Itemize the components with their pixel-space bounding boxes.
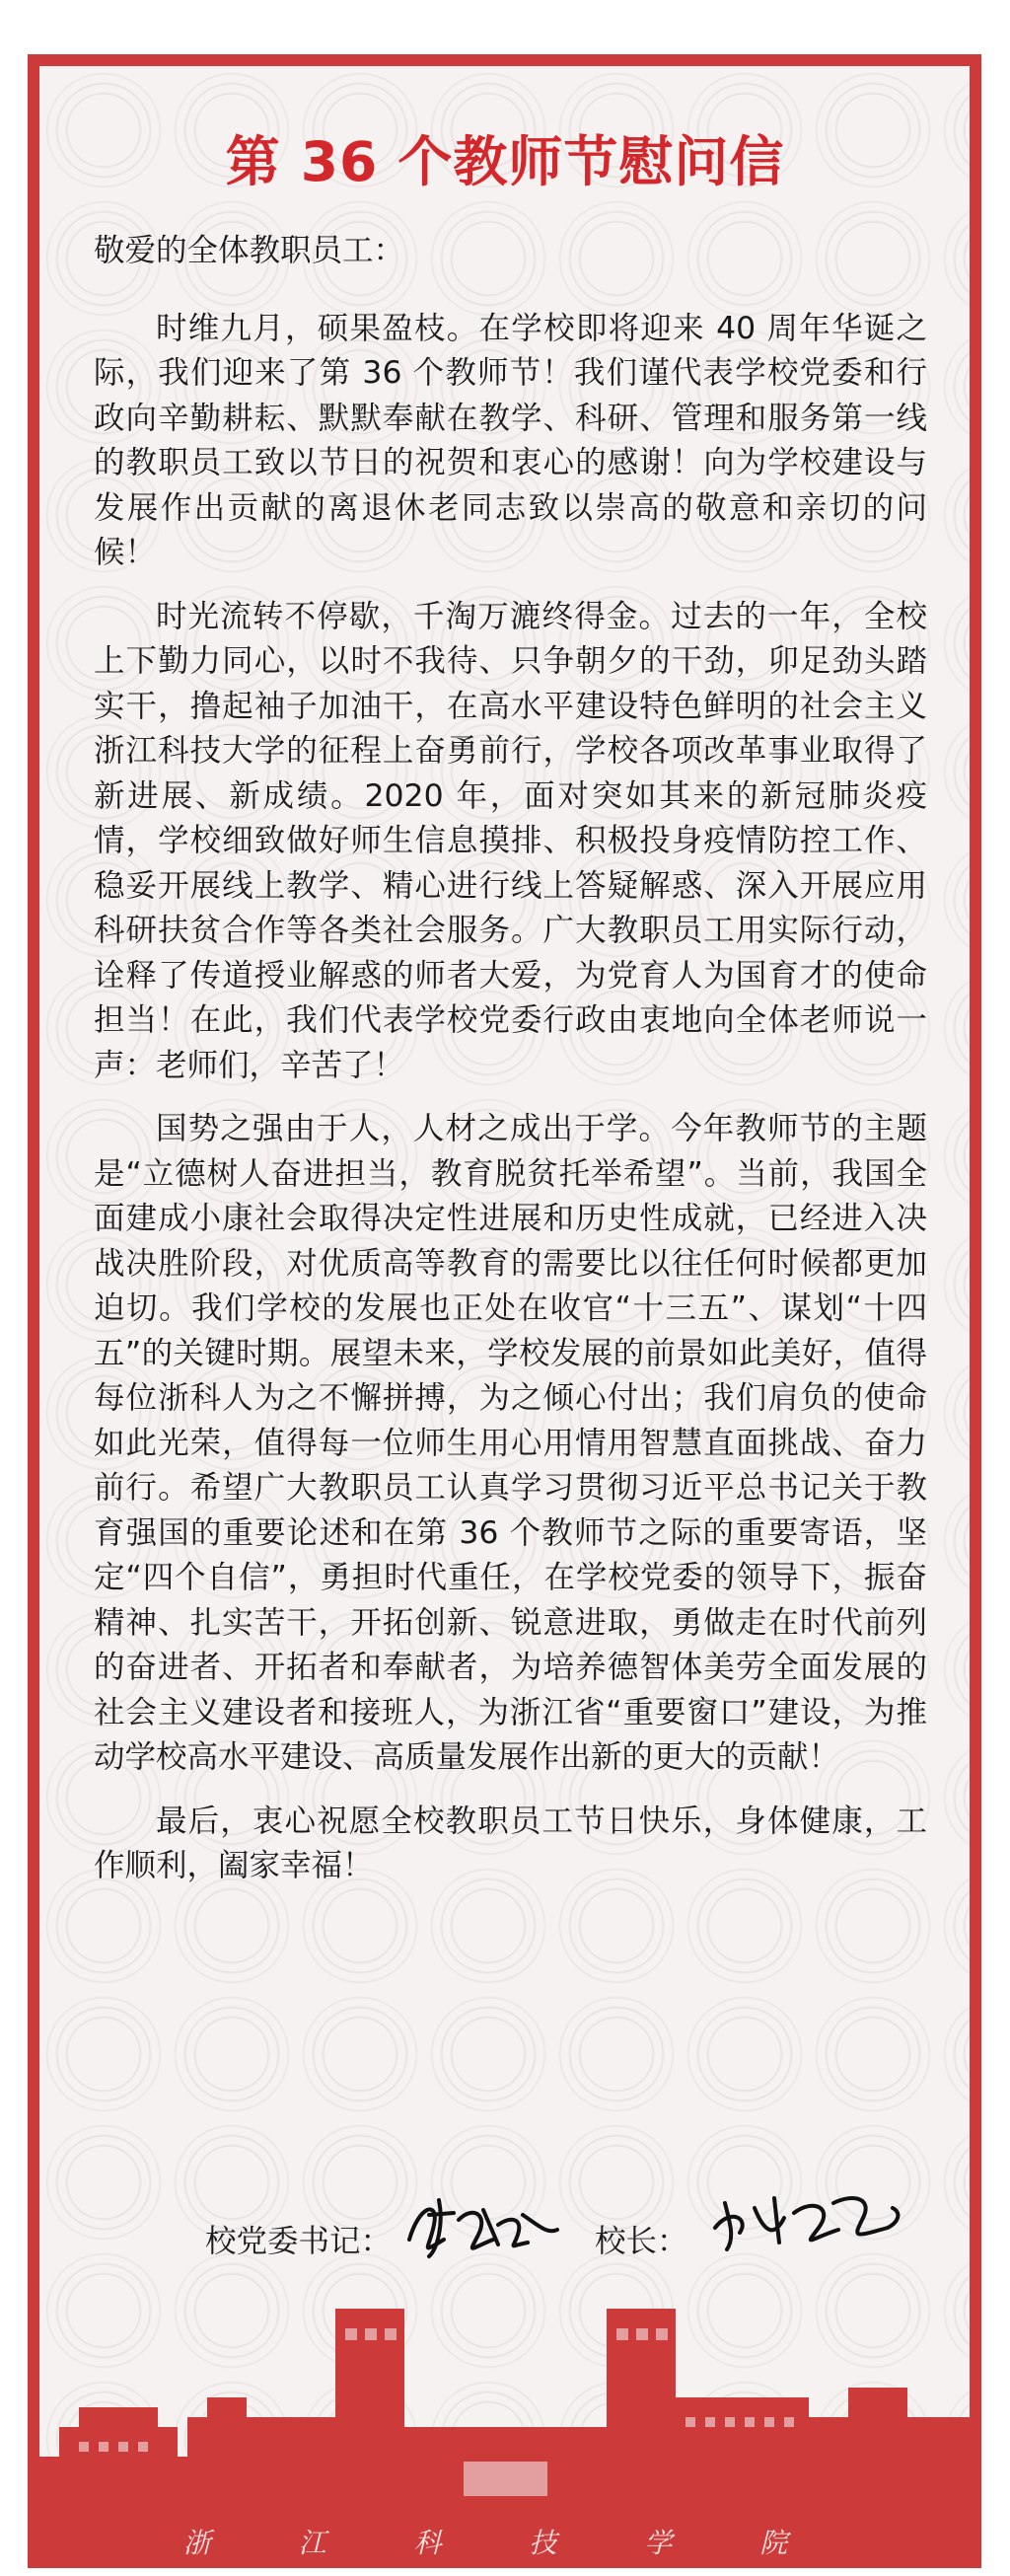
president-signature-image bbox=[705, 2178, 912, 2257]
letter-greeting: 敬爱的全体教职员工： bbox=[94, 233, 405, 268]
paragraph-3: 国势之强由于人，人材之成出于学。今年教师节的主题是“立德树人奋进担当，教育脱贫托举希望”。当前，我国全面建成小康社会取得决定性进展和历史性成就，已经进入决战决胜阶段，对优质高等教育的需要比以往任何时候都更加迫切。我们学校的发展也正处在收官“十三五”、谋划“十四五”的关键时期。展望未来，学校发展的前景如此美好，值得每位浙科人为之不懈拼搏，为之倾心付出；我们肩负的使命如此光荣，值得每一位师生用心用情用智慧直面挑战、奋力前行。希望广大教职员工认真学习贯彻习近平总书记关于教育强国的重要论述和在第 36 个教师节之际的重要寄语，坚定“四个自信”，勇担时代重任，在学校党委的领导下，振奋精神、扎实苦干，开拓创新、锐意进取，勇做走在时代前列的奋进者、开拓者和奉献者，为培养德智体美劳全面发展的社会主义建设者和接班人，为浙江省“重要窗口”建设，为推动学校高水平建设、高质量发展作出新的更大的贡献！ bbox=[94, 1111, 927, 1775]
paragraph-1: 时维九月，硕果盈枝。在学校即将迎来 40 周年华诞之际，我们迎来了第 36 个教师节！我们谨代表学校党委和行政向辛勤耕耘、默默奉献在教学、科研、管理和服务第一线的教职员工致以节日的祝贺和衷心的感谢！向为学校建设与发展作出贡献的离退休老同志致以崇高的敬意和亲切的问候！ bbox=[94, 310, 927, 570]
paragraph-4: 最后，衷心祝愿全校教职员工节日快乐，身体健康，工作顺利，阖家幸福！ bbox=[94, 1803, 927, 1883]
secretary-label: 校党委书记： bbox=[205, 2224, 393, 2259]
president-label: 校长： bbox=[595, 2224, 688, 2259]
paragraph-2: 时光流转不停歇，千淘万漉终得金。过去的一年，全校上下勤力同心，以时不我待、只争朝夕的干劲，卯足劲头踏实干，撸起袖子加油干，在高水平建设特色鲜明的社会主义浙江科技大学的征程上奋勇前行，学校各项改革事业取得了新进展、新成绩。2020 年，面对突如其来的新冠肺炎疫情，学校细致做好师生信息摸排、积极投身疫情防控工作、稳妥开展线上教学、精心进行线上答疑解惑、深入开展应用科研扶贫合作等各类社会服务。广大教职员工用实际行动，诠释了传道授业解惑的师者大爱，为党育人为国育才的使命担当！在此，我们代表学校党委行政由衷地向全体老师说一声：老师们，辛苦了！ bbox=[94, 598, 927, 1083]
letter-body bbox=[94, 229, 927, 1908]
secretary-signature-image bbox=[399, 2185, 567, 2264]
letter-title: 第 36 个教师节慰问信 bbox=[225, 130, 785, 193]
signature-row bbox=[0, 2171, 1010, 2269]
footer-school-name: 浙 江 科 技 学 院 bbox=[182, 2527, 828, 2559]
